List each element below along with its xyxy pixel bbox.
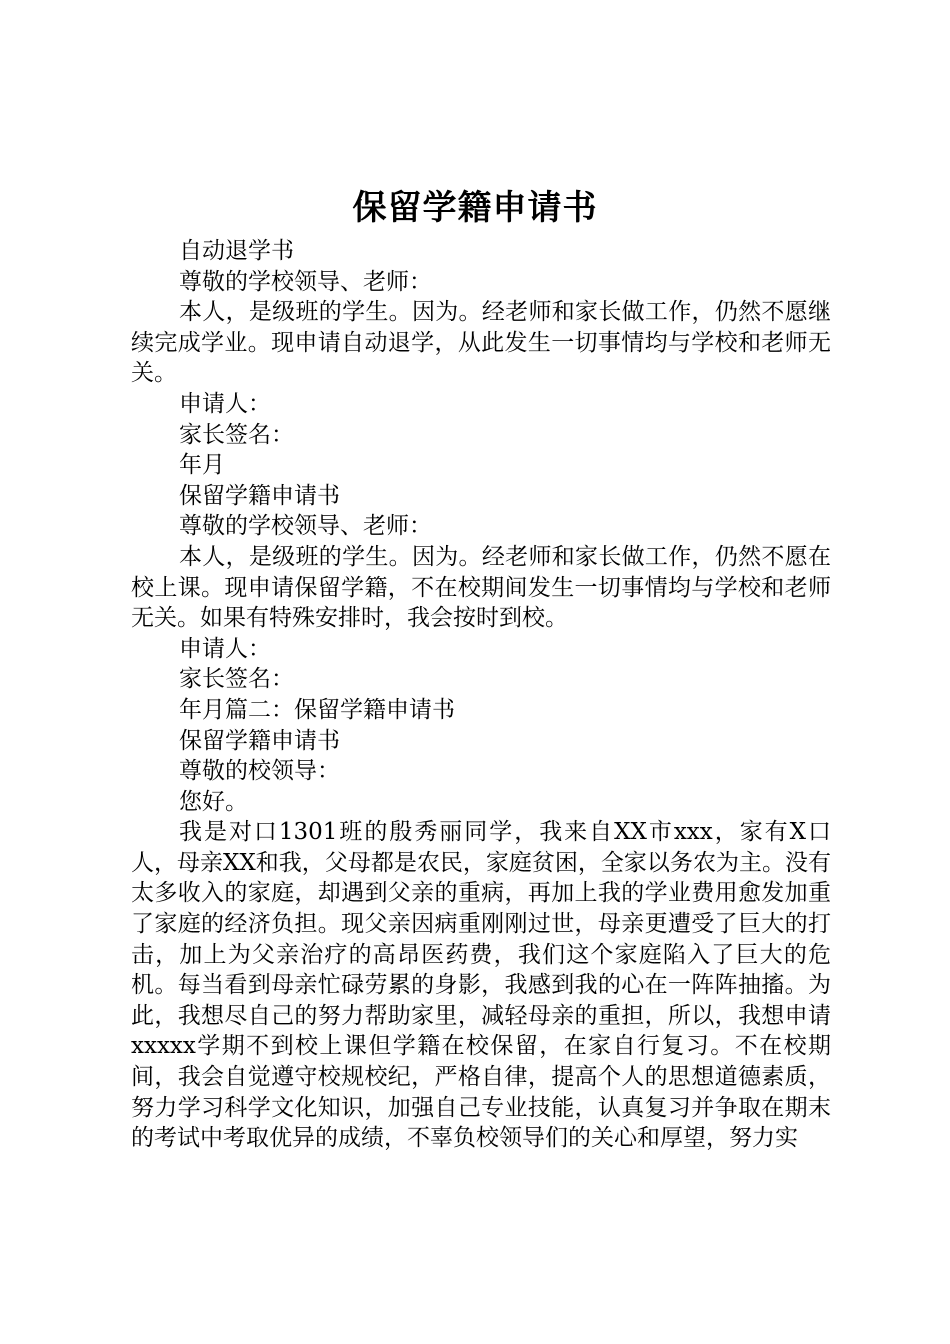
paragraph-11: 家长签名： — [179, 666, 294, 693]
paragraph-2: 尊敬的学校领导、老师： — [179, 268, 432, 295]
paragraph-7: 保留学籍申请书 — [179, 482, 340, 509]
paragraph-9: 本人，是级班的学生。因为。经老师和家长做工作，仍然不愿在校上课。现申请保留学籍，不在校期间发生一切事情均与学校和老师无关。如果有特殊安排时，我会按时到校。 — [131, 543, 831, 632]
document-title: 保留学籍申请书 — [352, 188, 598, 228]
paragraph-14: 尊敬的校领导： — [179, 758, 340, 785]
paragraph-3: 本人，是级班的学生。因为。经老师和家长做工作，仍然不愿继续完成学业。现申请自动退学，从此发生一切事情均与学校和老师无关。 — [131, 299, 831, 387]
paragraph-16: 我是对口1301班的殷秀丽同学，我来自XX市xxx，家有X口人，母亲XX和我，父母都是农民，家庭贫困，全家以务农为主。没有太多收入的家庭，却遇到父亲的重病，再加上我的学业费用愈发加重了家庭的经济负担。现父亲因病重刚刚过世，母亲更遭受了巨大的打击，加上为父亲治疗的高昂医药费，我们这个家庭陷入了巨大的危机。每当看到母亲忙碌劳累的身影，我感到我的心在一阵阵抽搐。为此，我想尽自己的努力帮助家里，减轻母亲的重担，所以，我想申请xxxxx学期不到校上课但学籍在校保留，在家自行复习。不在校期间，我会自觉遵守校规校纪，严格自律，提高个人的思想道德素质，努力学习科学文化知识，加强自己专业技能，认真复习并争取在期末的考试中考取优异的成绩，不辜负校领导们的关心和厚望，努力实 — [131, 819, 831, 1152]
paragraph-15: 您好。 — [179, 788, 248, 815]
paragraph-13: 保留学籍申请书 — [179, 727, 340, 754]
paragraph-1: 自动退学书 — [179, 238, 294, 264]
paragraph-8: 尊敬的学校领导、老师： — [179, 513, 432, 540]
paragraph-10: 申请人： — [179, 635, 271, 662]
paragraph-4: 申请人： — [179, 390, 271, 417]
paragraph-5: 家长签名： — [179, 421, 294, 448]
paragraph-6: 年月 — [179, 452, 225, 479]
document-body — [131, 236, 831, 1154]
paragraph-12: 年月篇二：保留学籍申请书 — [179, 696, 455, 723]
